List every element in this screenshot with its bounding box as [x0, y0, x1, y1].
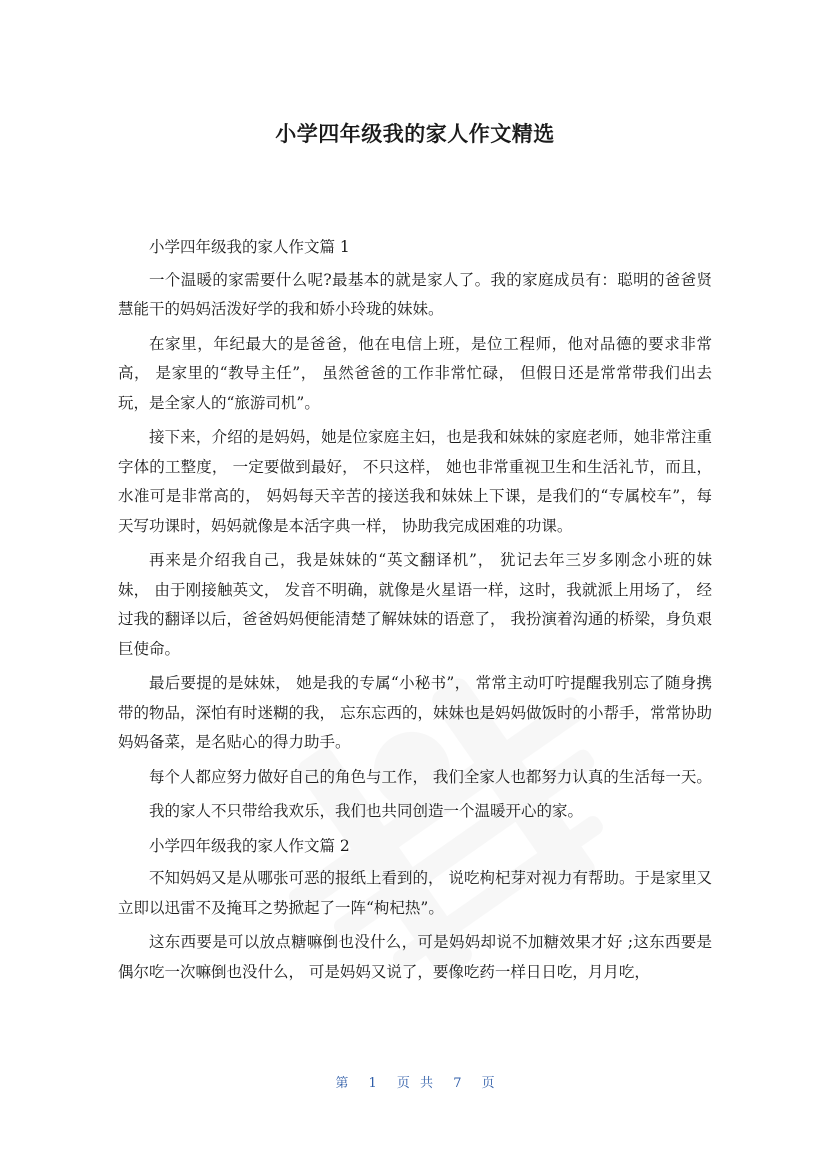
- paragraph: 我的家人不只带给我欢乐，我们也共同创造一个温暖开心的家。: [149, 802, 584, 820]
- document-body: [118, 233, 712, 992]
- paragraph: 这东西要是可以放点糖嘛倒也没什么，可是妈妈却说不加糖效果才好 ;这东西要是偶尔吃一次嘛倒也没什么， 可是妈妈又说了，要像吃药一样日日吃，月月吃，: [118, 933, 712, 981]
- total-pages-number: 7: [453, 1076, 462, 1091]
- paragraph: 不知妈妈又是从哪张可恶的报纸上看到的， 说吃枸杞芽对视力有帮助。于是家里又立即以迅雷不及掩耳之势掀起了一阵“枸杞热”。: [118, 869, 712, 917]
- page-label-suffix: 页: [481, 1076, 495, 1091]
- paragraph: 最后要提的是妹妹， 她是我的专属“小秘书”， 常常主动叮咛提醒我别忘了随身携带的物品，深怕有时迷糊的我， 忘东忘西的，妹妹也是妈妈做饭时的小帮手，常常协助妈妈备菜，是名贴心的得力助手。: [118, 674, 712, 751]
- paragraph: 每个人都应努力做好自己的角色与工作， 我们全家人也都努力认真的生活每一天。: [149, 767, 712, 786]
- page-footer: [0, 1072, 830, 1091]
- paragraph: 再来是介绍我自己，我是妹妹的“英文翻译机”， 犹记去年三岁多刚念小班的妹妹， 由于刚接触英文， 发音不明确，就像是火星语一样，这时，我就派上用场了， 经过我的翻译以后，爸爸妈妈便能清楚了解妹妹的语意了， 我扮演着沟通的桥梁，身负艰巨使命。: [118, 551, 712, 658]
- paragraph: 接下来，介绍的是妈妈，她是位家庭主妇，也是我和妹妹的家庭老师，她非常注重字体的工整度， 一定要做到最好， 不只这样， 她也非常重视卫生和生活礼节，而且， 水准可是非常高的， 妈妈每天辛苦的接送我和妹妹上下课，是我们的“专属校车”，每天写功课时，妈妈就像是本活字典一样， 协助我完成困难的功课。: [118, 428, 712, 535]
- page-label-prefix: 第: [335, 1076, 349, 1091]
- page-label-middle: 页 共: [396, 1076, 434, 1091]
- paragraph: 一个温暖的家需要什么呢?最基本的就是家人了。我的家庭成员有：聪明的爸爸贤慧能干的妈妈活泼好学的我和娇小玲珑的妹妹。: [118, 270, 712, 318]
- document-title: 小学四年级我的家人作文精选: [275, 122, 555, 146]
- paragraph: 在家里，年纪最大的是爸爸，他在电信上班，是位工程师，他对品德的要求非常高， 是家里的“教导主任”， 虽然爸爸的工作非常忙碌， 但假日还是常常带我们出去玩，是全家人的“旅游司机”。: [118, 334, 712, 412]
- current-page-number: 1: [368, 1076, 377, 1091]
- section-heading: 小学四年级我的家人作文篇 2: [149, 836, 350, 855]
- section-heading: 小学四年级我的家人作文篇 1: [149, 238, 350, 256]
